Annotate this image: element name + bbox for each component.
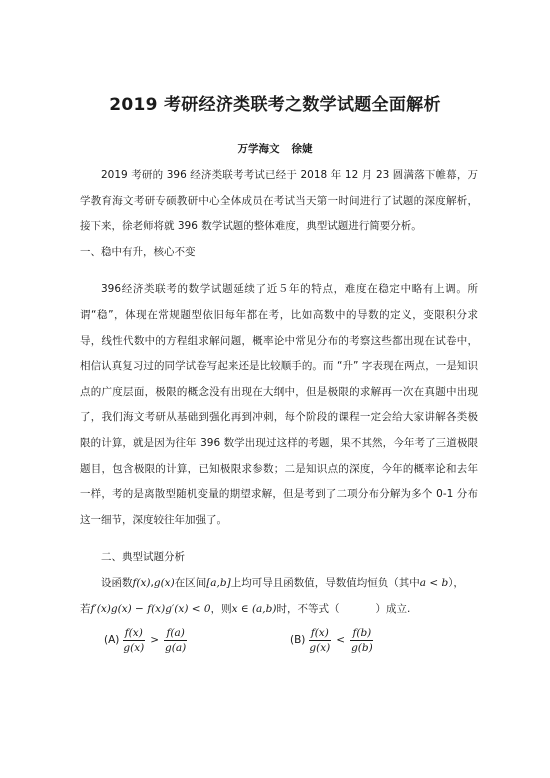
option-label: (A) [104,633,120,646]
option-rhs-fraction: $\frac{f(a)}{g(a)}$ [165,627,187,655]
option-lhs-fraction: $\frac{f(x)}{g(x)}$ [123,627,145,655]
author-org: 万学海文 [237,143,280,155]
option-a [104,626,190,655]
option-lhs-fraction: $\frac{f(x)}{g(x)}$ [309,627,331,655]
problem-line-1: 设函数f(x),g(x)在区间[a,b]上均可导且函数值，导数值均恒负（其中a < b）， [101,576,464,589]
answer-options [80,626,478,666]
document-body [80,163,478,666]
math-condition: f′(x)g(x) − f(x)g′(x) < 0 [90,602,211,615]
section2-heading: 二、典型试题分析 [101,551,185,564]
document-authors [0,141,550,156]
option-relation: < [336,633,346,646]
math-interval: [a,b] [206,576,231,589]
option-relation: > [150,633,160,646]
math-gx: g(x) [153,576,175,589]
math-fx: f(x) [132,576,151,589]
math-a-lt-b: a < b [419,576,449,589]
author-name: 徐婕 [291,143,313,155]
section1-heading: 一、稳中有升，核心不变 [80,245,196,258]
math-x-in: x ∈ (a,b) [231,602,277,615]
option-rhs-fraction: $\frac{f(b)}{g(b)}$ [351,627,373,655]
problem-line-2: 若f′(x)g(x) − f(x)g′(x) < 0，则x ∈ (a,b)时，不等式（ ）成立. [80,602,411,615]
section1-paragraph: 396经济类联考的数学试题延续了近５年的特点，难度在稳定中略有上调。所谓“稳”，体现在常规题型依旧每年都在考，比如高数中的导数的定义，变限积分求导，线性代数中的方程组求解问题，概率论中常见分布的考察这些都出现在试卷中，相信认真复习过的同学试卷写起来还是比较顺手的。而 “升” 字表现在两点，一是知识点的广度层面，极限的概念没有出现在大纲中，但是极限的求解再一次在真题中出现了，我们海文考研从基础到强化再到冲刺，每个阶段的课程一定会给大家讲解各类极限的计算，就是因为往年 396 数学出现过这样的考题，果不其然，今年考了三道极限题目，包含极限的计算，已知极限求参数；二是知识点的深度，今年的概率论和去年一样，考的是离散型随机变量的期望求解，但是考到了二项分布分解为多个 0-1 分布这一细节，深度较往年加强了。 [80,283,478,526]
option-label: (B) [290,633,306,646]
document-title: 2019 考研经济类联考之数学试题全面解析 [109,95,441,115]
intro-paragraph: 2019 考研的 396 经济类联考考试已经于 2018 年 12 月 23 圆满落下帷幕，万学教育海文考研专硕教研中心全体成员在考试当天第一时间进行了试题的深度解析，接下来，徐老师将就 396 数学试题的整体难度，典型试题进行简要分析。 [80,169,478,233]
option-b [290,626,377,655]
